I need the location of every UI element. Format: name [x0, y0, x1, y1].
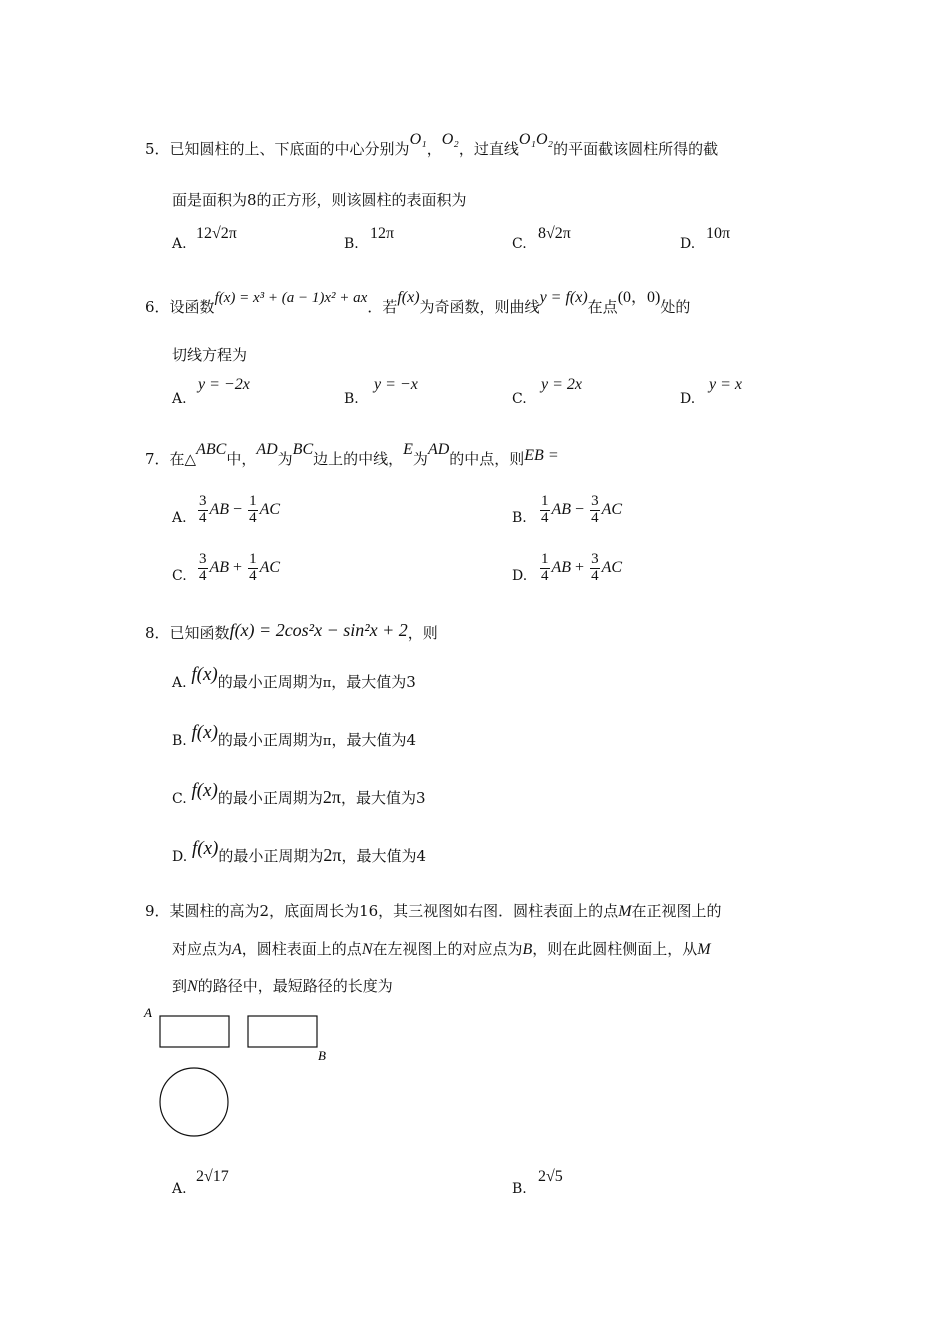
q9-text: ，圆柱表面上的点 [241, 940, 362, 958]
option-label: D. [680, 236, 696, 252]
frac-den: 4 [541, 567, 549, 584]
q8-option-b [172, 722, 417, 751]
q6-number: 6． [145, 298, 170, 316]
q6-option-b-value: y = −x [374, 376, 418, 393]
q6-stem-line1 [145, 289, 691, 317]
q7-option-b-value [538, 494, 622, 527]
q9-line1 [145, 900, 722, 921]
q9-option-a-value: 2√17 [196, 1168, 229, 1185]
q7-option-a-value [196, 494, 280, 527]
option-label: C. [172, 791, 187, 807]
q7-text: 为 [412, 450, 428, 468]
q6-option-b [344, 391, 359, 407]
q5-stem-line1 [145, 131, 719, 159]
option-label: A. [172, 675, 187, 691]
q8-text: 的最小正周期为 [218, 847, 324, 865]
q8-fx: f(x) [191, 780, 218, 801]
vec: AC [259, 558, 281, 576]
q6-text: ．若 [367, 298, 398, 316]
q5-o1o2: O₁O₂ [518, 131, 554, 148]
vec: AB [551, 500, 572, 518]
side-view-rect [248, 1016, 317, 1047]
q7-abc: ABC [196, 441, 227, 458]
q7-number: 7． [145, 450, 170, 468]
q9-m: M [618, 903, 632, 920]
q6-curve: y = f(x) [539, 289, 588, 306]
q6-option-d-value: y = x [709, 376, 742, 393]
q5-stem-line2: 面是面积为8的正方形，则该圆柱的表面积为 [172, 191, 467, 209]
option-label: A. [172, 391, 187, 407]
q6-option-c-value: y = 2x [541, 376, 582, 393]
q9-n: N [361, 941, 373, 958]
front-view-rect [160, 1016, 229, 1047]
op: + [575, 558, 585, 576]
frac-den: 4 [591, 509, 599, 526]
vec: AB [209, 558, 230, 576]
q7-option-a [172, 510, 187, 526]
q5-number: 5． [145, 140, 170, 158]
q7-ad: AD [256, 441, 278, 458]
option-label: B. [512, 1181, 527, 1197]
q5-text: 的平面截该圆柱所得的截 [553, 140, 719, 158]
q5-o1: O₁ [409, 131, 427, 148]
q6-fx: f(x) [397, 289, 420, 306]
frac-num: 1 [249, 493, 257, 509]
vec: AB [551, 558, 572, 576]
option-label: D. [680, 391, 696, 407]
q8-text: 已知函数 [169, 624, 230, 642]
q9-text: 在左视图上的对应点为 [372, 940, 523, 958]
q7-option-d-value [538, 552, 622, 585]
q8-period: 2π [323, 845, 342, 865]
op: + [233, 558, 243, 576]
q5-text: 已知圆柱的上、下底面的中心分别为 [169, 140, 410, 158]
q8-option-c [172, 780, 426, 809]
q7-text: 边上的中线， [313, 450, 404, 468]
option-label: B. [344, 236, 359, 252]
q6-option-a [172, 391, 187, 407]
q9-b: B [522, 941, 533, 958]
q8-text: ，最大值为4 [331, 731, 417, 749]
q7-option-d [512, 568, 527, 584]
q8-stem [145, 622, 438, 643]
q9-text: 在正视图上的 [631, 902, 722, 920]
q8-text: ，最大值为3 [331, 673, 416, 691]
frac-num: 3 [591, 493, 599, 509]
vec: AB [209, 500, 230, 518]
q8-period: π [322, 676, 332, 691]
q7-ad2: AD [427, 441, 450, 458]
q8-text: ，最大值为3 [340, 789, 426, 807]
q9-text: 到 [172, 977, 188, 995]
q7-stem [145, 441, 559, 469]
q8-text: 的最小正周期为 [217, 731, 323, 749]
op: − [233, 500, 243, 518]
q8-fx: f(x) [191, 664, 218, 685]
option-label: C. [512, 391, 527, 407]
q8-option-a [172, 664, 416, 693]
q5-option-d [680, 236, 695, 252]
q8-period: π [322, 734, 332, 749]
q6-text: 处的 [660, 298, 691, 316]
q5-option-c [512, 236, 527, 252]
frac-den: 4 [199, 567, 207, 584]
q8-fx: f(x) [191, 722, 218, 743]
option-label: C. [512, 236, 527, 252]
option-label: B. [344, 391, 359, 407]
q7-option-b [512, 510, 527, 526]
option-label: D. [512, 568, 528, 584]
three-view-figure [140, 1002, 340, 1142]
q9-m: M [697, 941, 711, 958]
frac-num: 3 [591, 551, 599, 567]
q7-option-c-value [196, 552, 280, 585]
q5-option-a-value: 12√2π [196, 225, 237, 242]
q5-option-b-value: 12π [370, 225, 395, 242]
q6-point: (0，0) [617, 289, 661, 306]
option-label: A. [172, 236, 187, 252]
frac-num: 3 [199, 493, 207, 509]
q6-function: f(x) = x³ + (a − 1)x² + ax [214, 290, 368, 306]
q9-line2 [172, 938, 711, 959]
option-label: B. [512, 510, 527, 526]
q9-text: 的路径中，最短路径的长度为 [197, 977, 393, 995]
frac-num: 1 [249, 551, 257, 567]
figure-label-b: B [318, 1048, 326, 1063]
frac-den: 4 [249, 567, 257, 584]
q6-stem-line2: 切线方程为 [172, 346, 248, 364]
option-label: A. [172, 1181, 187, 1197]
top-view-circle [160, 1068, 228, 1136]
q7-text: 在△ [169, 450, 197, 468]
op: − [575, 500, 585, 518]
q5-option-a [172, 236, 187, 252]
q6-option-d [680, 391, 695, 407]
q5-sep: ， [426, 140, 442, 158]
option-label: A. [172, 510, 187, 526]
q8-text: 的最小正周期为 [217, 789, 323, 807]
q9-line3 [172, 975, 393, 996]
q7-option-c [172, 568, 187, 584]
q6-option-a-value: y = −2x [198, 376, 250, 393]
option-label: B. [172, 733, 187, 749]
vec: AC [259, 500, 281, 518]
q6-text: 在点 [587, 298, 618, 316]
q9-option-b [512, 1181, 527, 1197]
q8-period: 2π [322, 787, 341, 807]
vec: AC [601, 500, 623, 518]
q5-option-c-value: 8√2π [538, 225, 571, 242]
q5-text: ，过直线 [458, 140, 519, 158]
q9-text: 对应点为 [172, 940, 233, 958]
frac-num: 1 [541, 493, 549, 509]
q6-text: 为奇函数，则曲线 [419, 298, 540, 316]
figure-label-a: A [144, 1005, 152, 1020]
q8-text: ，则 [407, 624, 438, 642]
q9-number: 9． [145, 902, 170, 920]
q8-fx: f(x) [191, 838, 219, 859]
q9-option-a [172, 1181, 187, 1197]
q9-option-b-value: 2√5 [538, 1168, 563, 1185]
option-label: C. [172, 568, 187, 584]
option-label: D. [172, 849, 188, 865]
q9-a: A [232, 941, 242, 958]
q7-text: 的中点，则 [449, 450, 525, 468]
q5-o2: O₂ [441, 131, 459, 148]
q7-text: 中， [226, 450, 257, 468]
frac-den: 4 [591, 567, 599, 584]
q9-text: ，则在此圆柱侧面上，从 [532, 940, 698, 958]
q9-text: 某圆柱的高为2，底面周长为16，其三视图如右图．圆柱表面上的点 [169, 902, 619, 920]
q6-option-c [512, 391, 527, 407]
q7-text: 为 [277, 450, 293, 468]
q9-n: N [187, 978, 198, 995]
q7-eb: EB = [524, 447, 559, 464]
q8-option-d [172, 838, 426, 867]
q6-text: 设函数 [169, 298, 215, 316]
vec: AC [601, 558, 623, 576]
q8-text: 的最小正周期为 [217, 673, 323, 691]
q8-text: ，最大值为4 [341, 847, 426, 865]
frac-den: 4 [249, 509, 257, 526]
frac-den: 4 [199, 509, 207, 526]
frac-num: 1 [541, 551, 549, 567]
frac-num: 3 [199, 551, 207, 567]
q7-e: E [403, 441, 413, 458]
frac-den: 4 [541, 509, 549, 526]
q5-option-b [344, 236, 359, 252]
q7-bc: BC [292, 441, 314, 458]
q8-function: f(x) = 2cos²x − sin²x + 2 [229, 620, 408, 640]
q8-number: 8． [145, 624, 170, 642]
q5-option-d-value: 10π [706, 225, 731, 242]
